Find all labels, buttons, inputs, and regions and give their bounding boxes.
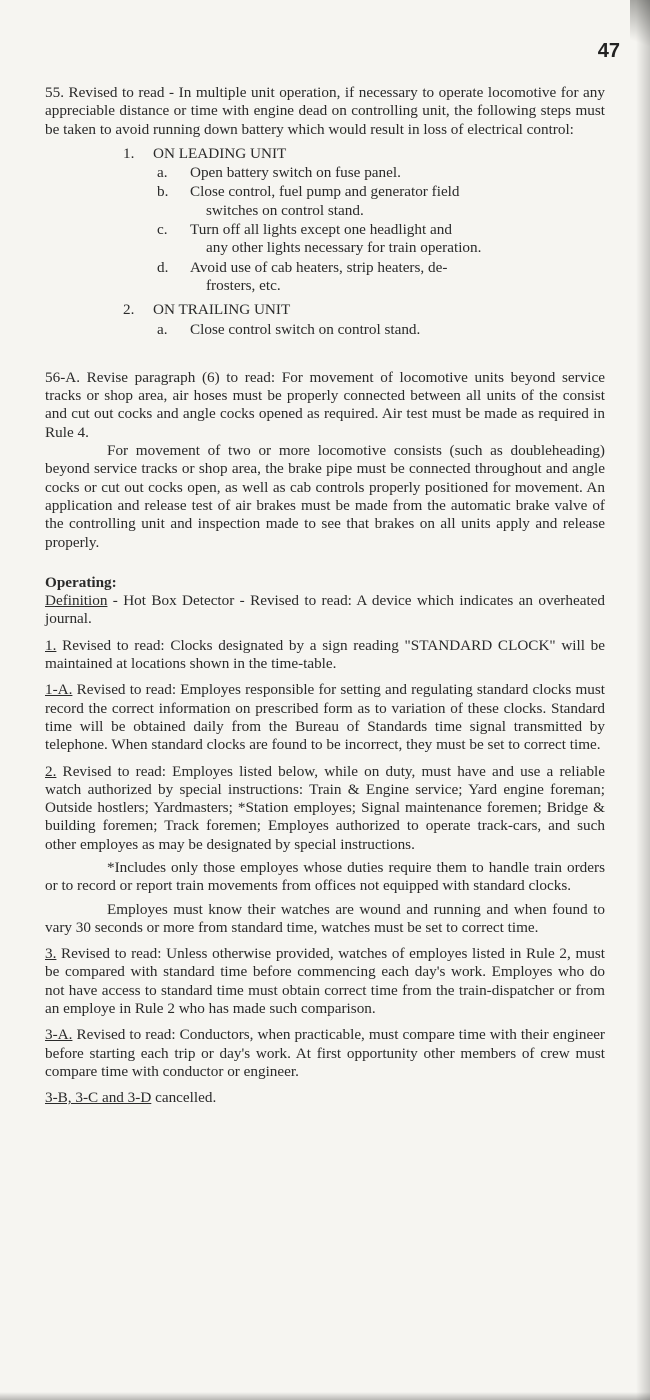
rule-label: 3-B, 3-C and 3-D [45, 1089, 152, 1107]
rule-1 [45, 637, 605, 674]
sub-letter: d. [157, 258, 169, 276]
page-edge-shadow [636, 0, 650, 1400]
list-title: ON LEADING UNIT [153, 144, 287, 162]
rule-2 [45, 763, 605, 854]
rule-label: 3-A. [45, 1026, 73, 1044]
sub-text: Open battery switch on fuse panel. [190, 164, 401, 182]
sub-text-continued: frosters, etc. [206, 276, 281, 294]
section-55-intro: 55. Revised to read - In multiple unit operation, if necessary to operate locomotive for any appreciable distance or time with engine dead on controlling unit, the following steps must be taken to avoid running down battery which would result in loss of electrical control: [45, 84, 605, 138]
sub-text-continued: switches on control stand. [206, 201, 364, 219]
operating-heading: Operating: [45, 573, 117, 591]
rule-label: 3. [45, 945, 57, 963]
rule-text: Revised to read: Employes listed below, while on duty, must have and use a reliable watch authorized by special instructions: Train & Engine service; Yard engine foreman; Outside hostlers; Yardmasters; *Station employes; Signal maintenance foremen; Bridge & building foremen; Track foremen; Employes authorized to operate track-cars, and such other employes as may be designated by special instructions. [45, 762, 605, 853]
list-title: ON TRAILING UNIT [153, 301, 291, 319]
sub-letter: c. [157, 221, 168, 239]
rule-text: Revised to read: Clocks designated by a sign reading "STANDARD CLOCK" will be maintained at locations shown in the time-table. [45, 636, 605, 673]
list-item-trailing-unit [123, 301, 605, 319]
rules-cancelled [45, 1089, 605, 1107]
rule-2-footnote: *Includes only those employes whose duties require them to handle train orders or to record or report train movements from offices not equipped with standard clocks. [45, 858, 605, 895]
definition-text: - Hot Box Detector - Revised to read: A device which indicates an overheated journal. [45, 592, 605, 628]
section-55-list [45, 145, 605, 339]
section-56a-para-1: 56-A. Revise paragraph (6) to read: For movement of locomotive units beyond service tracks or shop area, air hoses must be properly connected between all units of the consist and cut out cocks and angle cocks opened as required. Air test must be made as required in Rule 4. [45, 368, 605, 441]
rule-label: 1-A. [45, 681, 73, 699]
rule-text: Revised to read: Conductors, when practicable, must compare time with their engineer before starting each trip or day's work. At first opportunity other members of crew must compare time with conductor or engineer. [45, 1026, 605, 1080]
sub-letter: b. [157, 183, 169, 201]
sub-letter: a. [157, 320, 168, 338]
list-number: 1. [123, 144, 135, 162]
page-content [45, 84, 605, 1108]
rule-text: cancelled. [151, 1089, 217, 1107]
rule-text: Revised to read: Unless otherwise provided, watches of employes listed in Rule 2, must be compared with standard time before commencing each day's work. Employes who do not have access to standard time must obtain correct time from the train-dispatcher or from an employe in Rule 2 who has made such comparison. [45, 945, 605, 1018]
sub-item [157, 183, 605, 220]
section-56a-para-2: For movement of two or more locomotive consists (such as doubleheading) beyond service tracks or shop area, the brake pipe must be connected throughout and angle cocks or cut out cocks open, as well as cab controls properly positioned for movement. An application and release test of air brakes must be made from the automatic brake valve of the controlling unit and inspection made to see that brakes on all units apply and release properly. [45, 442, 605, 551]
sub-text: Avoid use of cab heaters, strip heaters, de- [190, 258, 448, 276]
definition-label: Definition [45, 592, 108, 610]
list-item-leading-unit [123, 145, 605, 163]
sub-text: Close control, fuel pump and generator field [190, 183, 460, 201]
page-number: 47 [597, 40, 620, 62]
sub-text: Turn off all lights except one headlight and [190, 221, 452, 239]
rule-3 [45, 945, 605, 1018]
sub-text-continued: any other lights necessary for train operation. [206, 239, 482, 257]
rule-3a [45, 1026, 605, 1081]
sub-item [157, 321, 605, 339]
rule-1a [45, 681, 605, 754]
page-bottom-shadow [0, 1392, 650, 1400]
sub-text: Close control switch on control stand. [190, 320, 421, 338]
rule-text: Revised to read: Employes responsible for setting and regulating standard clocks must record the correct information on prescribed form as to variation of these clocks. Standard time will be obtained daily from the Bureau of Standards time signal transmitted by telephone. When standard clocks are found to be incorrect, they must be set to correct time. [45, 681, 605, 754]
definition-hot-box [45, 592, 605, 629]
list-number: 2. [123, 301, 135, 319]
sub-item [157, 164, 605, 182]
sub-letter: a. [157, 164, 168, 182]
watch-paragraph: Employes must know their watches are wound and running and when found to vary 30 seconds or more from standard time, watches must be set to correct time. [45, 900, 605, 936]
rule-label: 1. [45, 636, 57, 654]
sub-item [157, 259, 605, 296]
rule-label: 2. [45, 762, 57, 780]
sub-item [157, 221, 605, 258]
